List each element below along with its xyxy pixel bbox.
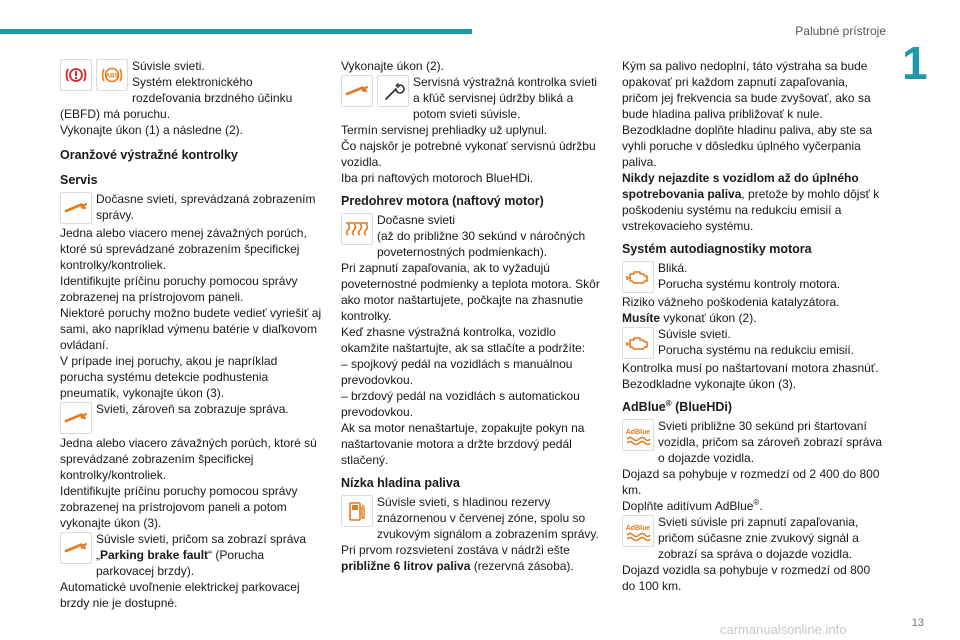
servis-2-line-2: Jedna alebo viacero závažných porúch, ktoré sú sprevádzané zobrazením špecifickej kontrolky/kontroliek. <box>60 436 317 482</box>
service-line-1: Servisná výstražná kontrolka svieti a kľúč servisnej údržby bliká a potom svieti súvisle. <box>413 75 598 121</box>
adblue-line-2: Dojazd sa pohybuje v rozmedzí od 2 400 do 800 km. <box>622 467 880 497</box>
adblue-icon <box>622 515 654 547</box>
preheat-block <box>341 212 603 468</box>
svg-text:AdBlue: AdBlue <box>625 525 651 532</box>
watermark: carmanualsonline.info <box>720 622 847 637</box>
wrench-icon <box>60 192 92 224</box>
engine-icon <box>622 327 654 359</box>
chapter-number: 1 <box>902 37 928 89</box>
service-line-3: Čo najskôr je potrebné vykonať servisnú údržbu vozidla. <box>341 139 596 169</box>
servis-block-3 <box>60 531 322 611</box>
preheat-line-4: Keď zhasne výstražná kontrolka, vozidlo okamžite naštartujte, ak sa stlačíte a podržíte: <box>341 325 586 355</box>
service-line-4: Iba pri naftových motoroch BlueHDi. <box>341 171 534 185</box>
servis-2-line-3: Identifikujte príčinu poruchy pomocou správy zobrazenej na prístrojovom paneli a potom vykonajte úkon (3). <box>60 484 298 530</box>
servis-2-line-1: Svieti, zároveň sa zobrazuje správa. <box>96 402 289 416</box>
fuel-cont-line-1: Kým sa palivo nedoplní, táto výstraha sa bude opakovať pri každom zapnutí zapaľovania, pričom jej frekvencia sa bude zvyšovať, ako sa bude hladina paliva približovať k nule. <box>622 59 871 121</box>
abs-line-3: Vykonajte úkon (1) a následne (2). <box>60 123 243 137</box>
adblue-block-1 <box>622 418 884 514</box>
low-fuel-continued-block <box>622 58 884 234</box>
service-due-block <box>341 58 603 186</box>
obd-line-1: Bliká. <box>658 261 688 275</box>
page-number: 13 <box>911 617 924 629</box>
wrench-icon <box>60 532 92 564</box>
column-3 <box>622 58 884 594</box>
obd-line-8: Bezodkladne vykonajte úkon (3). <box>622 377 797 391</box>
header-accent-bar <box>0 29 472 34</box>
adblue-block-2 <box>622 514 884 594</box>
preheat-line-7: Ak sa motor nenaštartuje, zopakujte pokyn na naštartovanie motora a držte brzdový pedál stlačený. <box>341 421 585 467</box>
low-fuel-line-1: Súvisle svieti, s hladinou rezervy znázornenou v červenej zóne, spolu so zvukovým signálom a zobrazením správy. <box>377 495 599 541</box>
svg-text:AdBlue: AdBlue <box>625 429 651 436</box>
obd-line-3: Riziko vážneho poškodenia katalyzátora. <box>622 295 840 309</box>
servis-1-line-3: Identifikujte príčinu poruchy pomocou správy zobrazenej na prístrojovom paneli. <box>60 274 298 304</box>
adblue-line-3: Doplňte aditívum AdBlue®. <box>622 498 763 513</box>
obd-line-4: Musíte vykonať úkon (2). <box>622 311 757 325</box>
fuel-pump-icon <box>341 495 373 527</box>
engine-icon <box>622 261 654 293</box>
servis-heading: Servis <box>60 173 98 187</box>
fuel-cont-line-2: Bezodkladne doplňte hladinu paliva, aby ste sa vyhli poruche v dôsledku úplného vyčerpania paliva. <box>622 123 873 169</box>
obd-block-2 <box>622 326 884 392</box>
wrench-icon <box>341 75 373 107</box>
obd-line-6: Porucha systému na redukciu emisií. <box>658 343 855 357</box>
servis-3-line-2: Automatické uvoľnenie elektrickej parkovacej brzdy nie je dostupné. <box>60 580 300 610</box>
servis-3-line-1: Súvisle svieti, pričom sa zobrazí správa „Parking brake fault“ (Porucha parkovacej brzdy). <box>96 532 307 578</box>
fuel-cont-line-3: Nikdy nejazdite s vozidlom až do úplného spotrebovania paliva, pretože by mohlo dôjsť k poškodeniu systému na redukciu emisií a vstrekovacieho systému. <box>622 171 880 233</box>
abs-icon <box>96 59 128 91</box>
obd-line-2: Porucha systému kontroly motora. <box>658 277 841 291</box>
column-1 <box>60 58 322 611</box>
preheat-line-6: – brzdový pedál na vozidlách s automatickou prevodovkou. <box>341 389 580 419</box>
brake-warning-icon <box>60 59 92 91</box>
servis-block-2 <box>60 401 322 531</box>
service-line-2: Termín servisnej prehliadky už uplynul. <box>341 123 548 137</box>
low-fuel-line-2: Pri prvom rozsvietení zostáva v nádrži ešte približne 6 litrov paliva (rezervná zásoba). <box>341 543 574 573</box>
preheat-line-1: Dočasne svieti <box>377 213 456 227</box>
adblue-heading: AdBlue® (BlueHDi) <box>622 398 733 414</box>
servis-block-1 <box>60 191 322 401</box>
obd-block-1 <box>622 260 884 326</box>
abs-line-1: Súvisle svieti. <box>132 59 205 73</box>
preheat-line-2: (až do približne 30 sekúnd v náročných poveternostných podmienkach). <box>377 229 586 259</box>
low-fuel-block <box>341 494 603 574</box>
low-fuel-heading: Nízka hladina paliva <box>341 476 460 490</box>
adblue-icon <box>622 419 654 451</box>
adblue-line-1: Svieti približne 30 sekúnd pri štartovaní vozidla, pričom sa zároveň zobrazí správa o dojazde vozidla. <box>658 419 883 465</box>
servis-1-line-1: Dočasne svieti, sprevádzaná zobrazením správy. <box>96 192 316 222</box>
obd-line-5: Súvisle svieti. <box>658 327 731 341</box>
servis-1-line-5: V prípade inej poruchy, akou je napríklad porucha systému detekcie podhustenia pneumatík, vykonajte úkon (3). <box>60 354 278 400</box>
preheat-heading: Predohrev motora (naftový motor) <box>341 194 544 208</box>
obd-heading: Systém autodiagnostiky motora <box>622 242 812 256</box>
preheat-line-3: Pri zapnutí zapaľovania, ak to vyžadujú poveternostné podmienky a teplota motora. Skôr ako motor naštartujete, počkajte na zhasnutie kontrolky. <box>341 261 600 323</box>
page-header-title: Palubné prístroje <box>795 24 886 38</box>
servis-1-line-2: Jedna alebo viacero menej závažných porúch, ktoré sú sprevádzané zobrazením špecifickej kontrolky/kontroliek. <box>60 226 307 272</box>
adblue-line-4: Svieti súvisle pri zapnutí zapaľovania, pričom súčasne znie zvukový signál a zobrazí sa správa o dojazde vozidla. <box>658 515 859 561</box>
preheat-line-5: – spojkový pedál na vozidlách s manuálnou prevodovkou. <box>341 357 573 387</box>
orange-warnings-heading: Oranžové výstražné kontrolky <box>60 148 238 162</box>
wrench-key-icon <box>377 75 409 107</box>
svg-text:ABS: ABS <box>105 73 119 80</box>
abs-block <box>60 58 322 138</box>
service-line-0: Vykonajte úkon (2). <box>341 59 444 73</box>
abs-line-2: Systém elektronického rozdeľovania brzdného účinku (EBFD) má poruchu. <box>60 75 293 121</box>
obd-line-7: Kontrolka musí po naštartovaní motora zhasnúť. <box>622 361 879 375</box>
servis-1-line-4: Niektoré poruchy možno budete vedieť vyriešiť aj sami, ako napríklad výmenu batérie v diaľkovom ovládaní. <box>60 306 322 352</box>
glow-plug-icon <box>341 213 373 245</box>
adblue-line-5: Dojazd vozidla sa pohybuje v rozmedzí od 800 do 100 km. <box>622 563 871 593</box>
wrench-icon <box>60 402 92 434</box>
column-2 <box>341 58 603 574</box>
